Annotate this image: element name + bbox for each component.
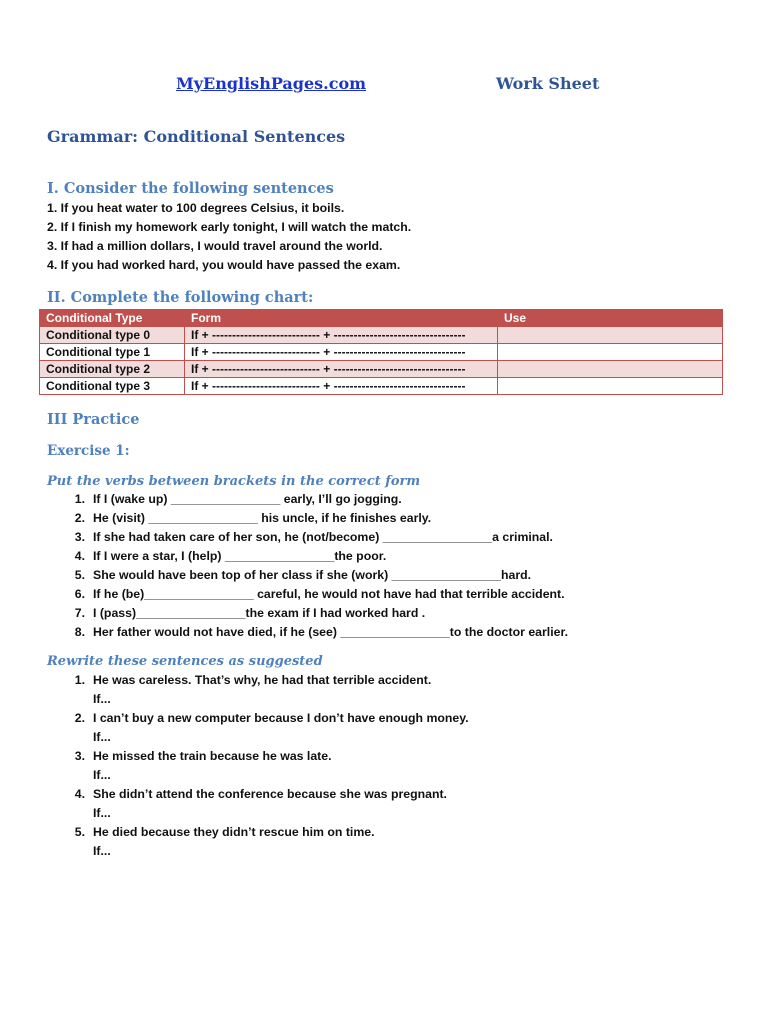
part-1-instruction: Put the verbs between brackets in the correct form [47,474,421,489]
item-number: 3. [74,530,85,544]
item-number: 2. [74,511,85,525]
item-number: 5. [74,825,85,839]
item-text: If she had taken care of her son, he (not/become) ________________a criminal. [93,530,553,544]
sentence-2: 2. If I finish my homework early tonight, I will watch the match. [47,220,412,234]
item-text: Her father would not have died, if he (see) ________________to the doctor earlier. [93,625,568,639]
item-text: He was careless. That’s why, he had that terrible accident. [93,673,432,687]
cell-use[interactable] [498,327,723,344]
answer-prompt-text: If... [93,806,111,820]
section-1-heading: I. Consider the following sentences [47,180,334,197]
section-3-heading: III Practice [47,411,140,428]
cell-form: If + --------------------------- + --------------------------------- [185,361,498,378]
exercise-title: Exercise 1: [47,443,130,459]
answer-prompt-text: If... [93,768,111,782]
chart-row [40,361,723,378]
cell-form: If + --------------------------- + --------------------------------- [185,344,498,361]
answer-prompt-text: If... [93,844,111,858]
sentence-4: 4. If you had worked hard, you would have passed the exam. [47,258,401,272]
sentence-1: 1. If you heat water to 100 degrees Celsius, it boils. [47,201,345,215]
cell-use[interactable] [498,378,723,395]
item-number: 7. [74,606,85,620]
section-2-heading: II. Complete the following chart: [47,289,314,306]
page-title: Grammar: Conditional Sentences [47,127,346,146]
item-number: 1. [74,673,85,687]
item-number: 4. [74,549,85,563]
item-text: I (pass)________________the exam if I had worked hard . [93,606,426,620]
item-number: 2. [74,711,85,725]
sentence-3: 3. If had a million dollars, I would travel around the world. [47,239,383,253]
chart-row [40,378,723,395]
cell-use[interactable] [498,361,723,378]
item-number: 4. [74,787,85,801]
item-text: He died because they didn’t rescue him on time. [93,825,375,839]
part-2-instruction: Rewrite these sentences as suggested [47,654,323,669]
worksheet-label: Work Sheet [496,74,600,93]
cell-type: Conditional type 2 [40,361,185,378]
conditional-chart [39,309,723,395]
answer-prompt-text: If... [93,692,111,706]
item-text: If I (wake up) ________________ early, I’ll go jogging. [93,492,402,506]
item-number: 6. [74,587,85,601]
item-text: He (visit) ________________ his uncle, if he finishes early. [93,511,432,525]
chart-header-row [40,310,723,327]
item-text: She didn’t attend the conference because she was pregnant. [93,787,447,801]
cell-use[interactable] [498,344,723,361]
chart-row [40,327,723,344]
item-text: If I were a star, I (help) ________________the poor. [93,549,387,563]
item-number: 5. [74,568,85,582]
column-header-form: Form [185,310,498,327]
item-number: 1. [74,492,85,506]
cell-form: If + --------------------------- + --------------------------------- [185,327,498,344]
item-number: 3. [74,749,85,763]
column-header-type: Conditional Type [40,310,185,327]
cell-form: If + --------------------------- + --------------------------------- [185,378,498,395]
column-header-use: Use [498,310,723,327]
cell-type: Conditional type 1 [40,344,185,361]
item-text: I can’t buy a new computer because I don’t have enough money. [93,711,469,725]
cell-type: Conditional type 0 [40,327,185,344]
chart-row [40,344,723,361]
item-text: If he (be)________________ careful, he would not have had that terrible accident. [93,587,565,601]
site-link[interactable]: MyEnglishPages.com [176,74,367,93]
answer-prompt-text: If... [93,730,111,744]
cell-type: Conditional type 3 [40,378,185,395]
item-number: 8. [74,625,85,639]
item-text: He missed the train because he was late. [93,749,332,763]
item-text: She would have been top of her class if she (work) ________________hard. [93,568,532,582]
